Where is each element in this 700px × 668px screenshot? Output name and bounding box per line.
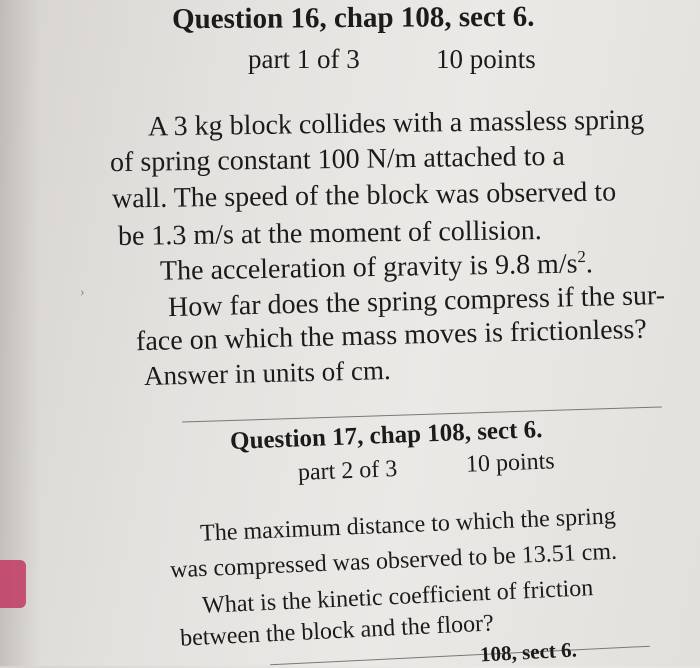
q16-question-line-1: How far does the spring compress if the sur- xyxy=(167,279,666,324)
q16-line-2: of spring constant 100 N/m attached to a xyxy=(109,140,566,179)
q17-points: 10 points xyxy=(465,448,556,478)
q17-part: part 2 of 3 xyxy=(297,456,398,486)
q17-line-4: between the block and the floor? xyxy=(179,610,495,652)
margin-mark: › xyxy=(80,285,85,300)
q16-gravity-exponent: 2 xyxy=(577,247,586,267)
q16-line-4: be 1.3 m/s at the moment of collision. xyxy=(117,215,543,252)
q16-answer-units: Answer in units of cm. xyxy=(143,354,392,392)
q17-line-2: was compressed was observed to be 13.51 cm. xyxy=(169,538,618,584)
bottom-rule xyxy=(270,646,650,666)
q16-points: 10 points xyxy=(436,44,536,74)
pink-tab xyxy=(0,560,26,608)
q16-line-3: wall. The speed of the block was observed to xyxy=(111,176,617,215)
q16-gravity-text: The acceleration of gravity is 9.8 m/s xyxy=(159,248,578,287)
q17-title: Question 17, chap 108, sect 6. xyxy=(229,416,543,455)
q16-gravity-period: . xyxy=(585,248,594,280)
q17-line-1: The maximum distance to which the spring xyxy=(199,503,617,547)
q16-part: part 1 of 3 xyxy=(248,44,360,74)
q16-line-1: A 3 kg block collides with a massless spring xyxy=(147,104,645,143)
q17-line-3: What is the kinetic coefficient of friction xyxy=(201,575,594,619)
q16-gravity xyxy=(160,248,593,288)
q18-title-partial: 108, sect 6. xyxy=(479,637,578,667)
q16-question-line-2: face on which the mass moves is frictionless? xyxy=(135,313,648,358)
q16-title: Question 16, chap 108, sect 6. xyxy=(171,0,535,36)
